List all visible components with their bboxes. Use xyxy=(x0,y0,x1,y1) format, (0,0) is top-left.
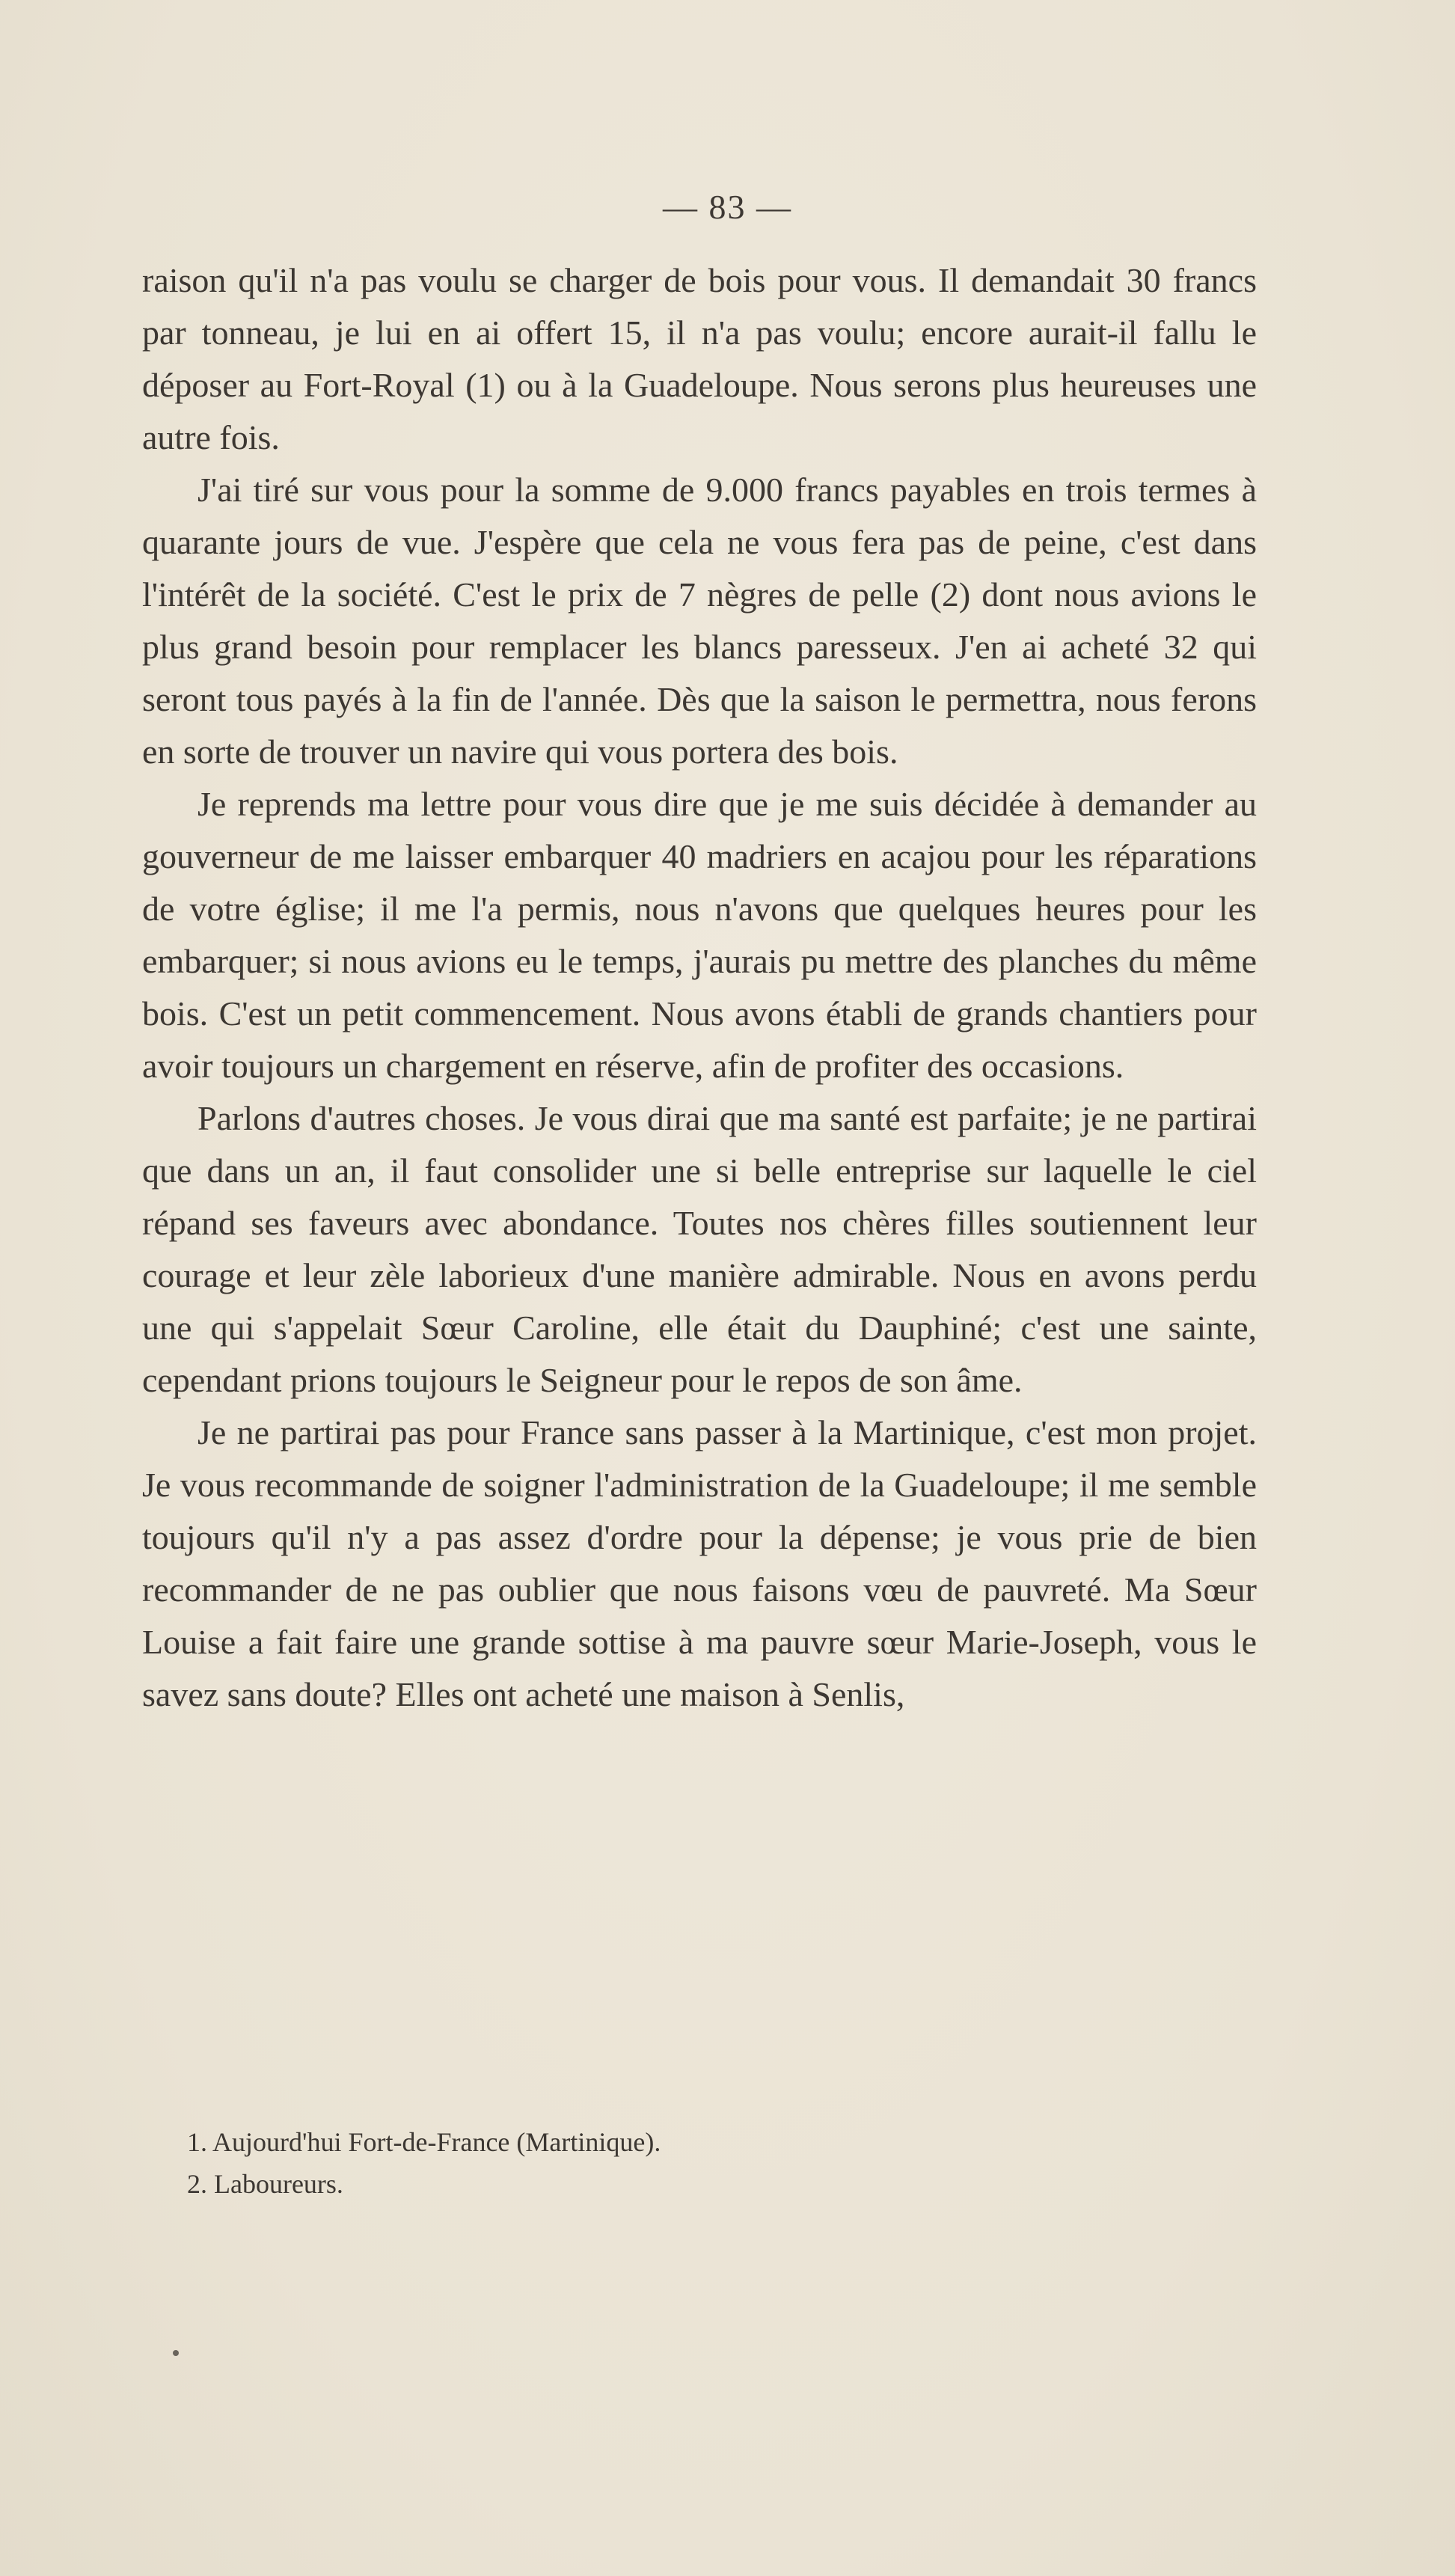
paragraph-5: Je ne partirai pas pour France sans passer à la Martinique, c'est mon projet. Je vous recommande de soigner l'administration de la Guadeloupe; il me semble toujours qu'il n'y a pas assez d'ordre pour la dépense; je vous prie de bien recommander de ne pas oublier que nous faisons vœu de pauvreté. Ma Sœur Louise a fait faire une grande sottise à ma pauvre sœur Marie-Joseph, vous le savez sans doute? Elles ont acheté une maison à Senlis, xyxy=(142,1413,1257,1713)
paragraph-2: J'ai tiré sur vous pour la somme de 9.000 francs payables en trois termes à quarante jours de vue. J'espère que cela ne vous fera pas de peine, c'est dans l'intérêt de la société. C'est le prix de 7 nègres de pelle (2) dont nous avions le plus grand besoin pour remplacer les blancs paresseux. J'en ai acheté 32 qui seront tous payés à la fin de l'année. Dès que la saison le permettra, nous ferons en sorte de trouver un navire qui vous portera des bois. xyxy=(142,471,1257,771)
page-number: — 83 — xyxy=(663,188,792,226)
paragraph-3: Je reprends ma lettre pour vous dire que je me suis décidée à demander au gouverneur de me laisser embarquer 40 madriers en acajou pour les réparations de votre église; il me l'a permis, nous n'avons que quelques heures pour les embarquer; si nous avions eu le temps, j'aurais pu mettre des planches du même bois. C'est un petit commencement. Nous avons établi de grands chantiers pour avoir toujours un chargement en réserve, afin de profiter des occasions. xyxy=(142,785,1257,1085)
body-text xyxy=(142,254,1257,1721)
footnote-2: 2. Laboureurs. xyxy=(187,2169,343,2199)
footnote-1: 1. Aujourd'hui Fort-de-France (Martinique). xyxy=(187,2127,661,2157)
paragraph-1: raison qu'il n'a pas voulu se charger de bois pour vous. Il demandait 30 francs par tonneau, je lui en ai offert 15, il n'a pas voulu; encore aurait-il fallu le déposer au Fort-Royal (1) ou à la Guadeloupe. Nous serons plus heureuses une autre fois. xyxy=(142,261,1257,456)
ink-speck xyxy=(173,2350,179,2356)
footnotes xyxy=(142,2121,1257,2205)
paragraph-4: Parlons d'autres choses. Je vous dirai que ma santé est parfaite; je ne partirai que dans un an, il faut consolider une si belle entreprise sur laquelle le ciel répand ses faveurs avec abondance. Toutes nos chères filles soutiennent leur courage et leur zèle laborieux d'une manière admirable. Nous en avons perdu une qui s'appelait Sœur Caroline, elle était du Dauphiné; c'est une sainte, cependant prions toujours le Seigneur pour le repos de son âme. xyxy=(142,1099,1257,1399)
